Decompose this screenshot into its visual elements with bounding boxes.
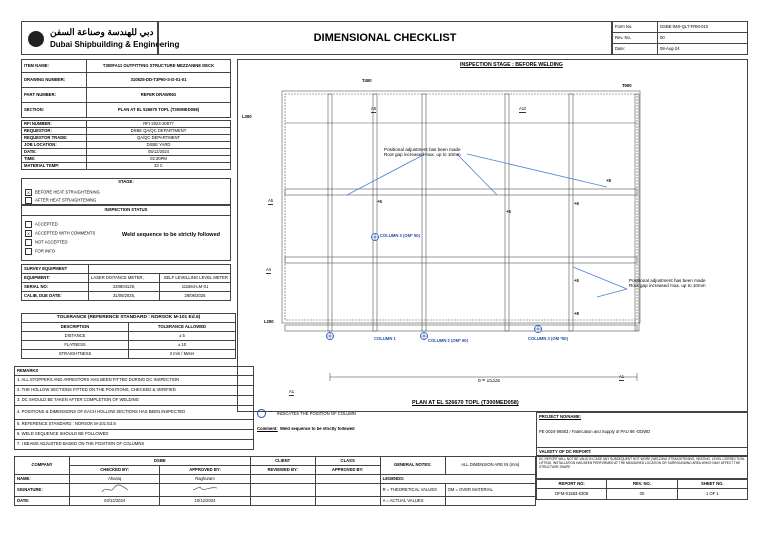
status-option[interactable] bbox=[25, 239, 68, 246]
detail-label: TIME: bbox=[22, 156, 87, 163]
legend-a: A = ACTUAL VALUES bbox=[380, 497, 445, 506]
survey-value: 28/06/2025 bbox=[160, 292, 231, 301]
signoff-class-label: CLASS bbox=[315, 457, 380, 466]
rev-value: 00 bbox=[607, 489, 677, 500]
header-logo-cell bbox=[21, 21, 180, 55]
rev-no-value: 00 bbox=[658, 33, 748, 44]
checkbox[interactable] bbox=[25, 248, 32, 255]
detail-value: 05/12/2024 bbox=[87, 149, 231, 156]
section-mark: A10 bbox=[519, 107, 527, 111]
legend-a: R = THEORETICAL VALUES bbox=[380, 484, 445, 497]
company-logo bbox=[28, 31, 44, 47]
checked-signature bbox=[70, 484, 160, 497]
project-title: PROJECT NO/NAME: bbox=[539, 415, 582, 419]
detail-value: DSBE YARD bbox=[87, 142, 231, 149]
structural-plan-drawing bbox=[237, 59, 748, 412]
tolerance-description: DISTANCE bbox=[22, 332, 129, 341]
legend-b bbox=[445, 497, 535, 506]
remarks-table bbox=[14, 366, 254, 450]
plus-mark: +6 bbox=[574, 202, 579, 206]
part-number-value: REFER DRAWING bbox=[87, 88, 231, 103]
stage-option[interactable] bbox=[25, 189, 100, 196]
item-name-value: T300FA11 OUTFITTING STRUCTURE MEZZANINE DECK bbox=[87, 60, 231, 73]
part-number-label: PART NUMBER: bbox=[22, 88, 87, 103]
tolerance-allowed: ± 5 bbox=[129, 332, 236, 341]
adjustment-note: Positional adjustment has been made Root gap increased max. up to 10mm bbox=[384, 147, 461, 158]
section-label: SECTION: bbox=[22, 103, 87, 118]
detail-value: QA/QC DEPARTMENT bbox=[87, 135, 231, 142]
stage-option-label: AFTER HEAT STRAIGHTENING bbox=[35, 197, 97, 203]
overall-dimension: 8 = 15330 bbox=[478, 379, 501, 384]
rev-no-label: Rev. No. bbox=[613, 33, 658, 44]
detail-value: 02:30PM bbox=[87, 156, 231, 163]
tolerance-col-description: DESCRIPTION bbox=[22, 323, 129, 332]
column-label: COLUMN 1 bbox=[374, 337, 396, 341]
survey-label: SERIAL NO: bbox=[22, 283, 89, 292]
survey-label: EQUIPMENT: bbox=[22, 274, 89, 283]
checkbox[interactable]: X bbox=[25, 230, 32, 237]
validity-text: DC REPORT WILL NOT BE VALID IN CASE ANY SUBSEQUENT HOT WORK (WELDING STRAIGHTENING, HEATING, LEVEL CORRECTION, LIFTING, INSTALLATION HAS BEEN PERFORMED AT THE MEASURED LOCATION OR SURROUNDING AREA WHICH MAY AFFECT THE STRUCTURE SHAPE bbox=[539, 457, 745, 469]
section-mark: A5 bbox=[268, 199, 274, 203]
stage-option[interactable] bbox=[25, 197, 96, 204]
stage-title: STAGE: bbox=[118, 180, 134, 184]
date-label: Date: bbox=[613, 44, 658, 55]
item-table bbox=[21, 59, 231, 118]
signature-scribble bbox=[190, 484, 220, 494]
form-no-label: Form No. bbox=[613, 22, 658, 33]
adjustment-note-right: Positional adjustment has been made Root gap increased max. up to 10mm bbox=[629, 278, 706, 289]
status-option[interactable] bbox=[25, 221, 58, 228]
survey-title: SURVEY EQUIPMENT bbox=[22, 265, 89, 274]
title-cell bbox=[158, 21, 612, 55]
signoff-client-label: CLIENT bbox=[250, 457, 315, 466]
status-option[interactable] bbox=[25, 230, 95, 237]
signoff-table bbox=[14, 456, 536, 506]
inspection-comment: Weld sequence to be strictly followed bbox=[122, 232, 221, 238]
section-mark: A4 bbox=[266, 268, 272, 272]
remark-item: 7. I BEAMS ADJUSTED BASED ON THE POSITION OF COLUMNS bbox=[15, 440, 254, 450]
signature-scribble bbox=[100, 484, 130, 494]
checked-name: Ahaniq bbox=[70, 475, 160, 484]
class-approved-by-label: APPROVED BY: bbox=[315, 466, 380, 475]
legends-label: LEGENDS: bbox=[380, 475, 535, 484]
detail-label: REQUESTOR TRADE: bbox=[22, 135, 87, 142]
section-mark: A1 bbox=[619, 375, 625, 379]
rev-label: REV. NO. bbox=[607, 480, 677, 489]
tolerance-allowed: ± 10 bbox=[129, 341, 236, 350]
survey-table bbox=[21, 264, 231, 301]
signature-label: SIGNATURE: bbox=[15, 484, 70, 497]
report-no-value: DFM-01563-0308 bbox=[537, 489, 607, 500]
plus-mark: +5 bbox=[574, 279, 579, 283]
validity-title: VALIDITY OF DC REPORT: bbox=[539, 450, 592, 454]
remark-item: 5. REFERENCE STANDARD : NORSOK M-101 Ed.5 bbox=[15, 420, 254, 430]
sheet-value: 1 OF 1 bbox=[677, 489, 747, 500]
checkbox[interactable]: X bbox=[25, 189, 32, 196]
checked-date: 04/12/2024 bbox=[70, 497, 160, 506]
remark-item: 4. POSITIONS & DIMENSIONS OF EACH HOLLOW SECTIONS HAS BEEN INSPECTED bbox=[15, 406, 254, 420]
detail-value: DSBE QA/QC DEPARTMENT bbox=[87, 128, 231, 135]
general-notes-value: ALL DIMENSION ARE IN (mm) bbox=[445, 457, 535, 475]
survey-value: SELF LEVELLING LEVEL METER bbox=[160, 274, 231, 283]
detail-label: DATE: bbox=[22, 149, 87, 156]
details-table bbox=[21, 120, 231, 170]
plus-mark: +8 bbox=[574, 312, 579, 316]
plan-title: PLAN AT EL 526670 TOPL (T300MED058) bbox=[412, 400, 519, 406]
reviewed-by-label: REVIEWED BY: bbox=[250, 466, 315, 475]
date-row-label: DATE: bbox=[15, 497, 70, 506]
report-table bbox=[536, 479, 748, 500]
detail-label: REQUESTOR: bbox=[22, 128, 87, 135]
remark-item: 6. WELD SEQUENCE SHOULD BE FOLLOWED bbox=[15, 430, 254, 440]
detail-label: JOB LOCATION: bbox=[22, 142, 87, 149]
tolerance-allowed: 3 mm / Meter bbox=[129, 350, 236, 359]
survey-value: 220804129, bbox=[89, 283, 160, 292]
inspection-status-section bbox=[21, 205, 231, 261]
grid-label: L300 bbox=[242, 115, 252, 119]
signoff-company-label: COMPANY bbox=[15, 457, 70, 475]
remark-item: 2. THE HOLLOW SECTIONS FITTED ON THE POSITIONS, CHECKED & VERIFIED bbox=[15, 386, 254, 396]
status-option-label: ACCEPTED WITH COMMENTS bbox=[35, 230, 96, 236]
tolerance-description: FLATNESS bbox=[22, 341, 129, 350]
form-info-table bbox=[612, 21, 748, 55]
comment-text: Weld sequence to be strictly followed bbox=[280, 427, 355, 431]
section-mark: A1 bbox=[289, 390, 295, 394]
item-name-label: ITEM NAME: bbox=[22, 60, 87, 73]
legend-text: INDICATES THE POSITION OF COLUMN bbox=[277, 412, 356, 416]
grid-label: T500 bbox=[622, 84, 632, 88]
inspection-stage-title: INSPECTION STAGE : BEFORE WELDING bbox=[460, 62, 563, 68]
tolerance-title: TOLERANCE (REFERENCE STANDARD : NORSOK M-101 Ed.5) bbox=[22, 314, 236, 323]
section-value: PLAN AT EL 526670 TOPL (T300MED058) bbox=[87, 103, 231, 118]
remark-item: 3. DC SHOULD BE TAKEN AFTER COMPLETION OF WELDING bbox=[15, 396, 254, 406]
report-no-label: REPORT NO: bbox=[537, 480, 607, 489]
company-name-arabic: دبي للهندسة وصناعة السفن bbox=[50, 27, 154, 37]
column-label: COLUMN 3 (OM *50) bbox=[528, 337, 569, 341]
tolerance-col-allowed: TOLERANCE ALLOWED bbox=[129, 323, 236, 332]
column-label: COLUMN 2 (OM* 50) bbox=[428, 339, 469, 343]
sheet-label: SHEET NO. bbox=[677, 480, 747, 489]
drawing-number-label: DRAWING NUMBER: bbox=[22, 73, 87, 88]
comment-label: Comment: bbox=[257, 427, 278, 431]
company-name-english: Dubai Shipbuilding & Engineering bbox=[50, 40, 180, 49]
survey-value: 111664-LM-01 bbox=[160, 283, 231, 292]
form-no-value: DSBE-IMS-QLT-FRM-010 bbox=[658, 22, 748, 33]
project-box bbox=[536, 412, 748, 456]
general-notes-label: GENERAL NOTES: bbox=[380, 457, 445, 475]
grid-label: T400 bbox=[362, 79, 372, 83]
stage-option-label: BEFORE HEAT STRAIGHTENING bbox=[35, 189, 100, 195]
inspection-status-title: INSPECTION STATUS bbox=[104, 208, 148, 212]
checkbox[interactable] bbox=[25, 239, 32, 246]
validity-text-box bbox=[536, 456, 748, 479]
name-label: NAME: bbox=[15, 475, 70, 484]
approved-name: Raghuram bbox=[160, 475, 250, 484]
status-option[interactable] bbox=[25, 248, 55, 255]
plus-mark: +5 bbox=[377, 200, 382, 204]
survey-value: 31/05/2025, bbox=[89, 292, 160, 301]
plus-mark: +5 bbox=[506, 210, 511, 214]
tolerance-table bbox=[21, 313, 236, 359]
signoff-dsbe-label: DSBE bbox=[70, 457, 251, 466]
approved-by-label: APPROVED BY: bbox=[160, 466, 250, 475]
survey-label: CALIB. DUE DATE: bbox=[22, 292, 89, 301]
checkbox[interactable] bbox=[25, 197, 32, 204]
column-position-icon bbox=[257, 409, 266, 418]
detail-value: 33 C bbox=[87, 163, 231, 170]
grid-label: L200 bbox=[264, 320, 274, 324]
survey-value: LASER DISTANCE METER, bbox=[89, 274, 160, 283]
plus-mark: +8 bbox=[606, 179, 611, 183]
status-option-label: FOR INFO bbox=[35, 248, 56, 254]
checked-by-label: CHECKED BY: bbox=[70, 466, 160, 475]
detail-value: RFI-2024-30877 bbox=[87, 121, 231, 128]
section-mark: A5 bbox=[371, 107, 377, 111]
legend-b: OM = OVER MATERIAL bbox=[445, 484, 535, 497]
status-option-label: ACCEPTED bbox=[35, 221, 58, 227]
project-value: PE-2024-06563 / Fabrication and Supply of PAU 86 -DDWD bbox=[539, 430, 651, 434]
stage-section bbox=[21, 178, 231, 205]
remark-item: 1. ALL STOPPERS AND ARRESTORS HAS BEEN FITTED DURING DC INSPECTION bbox=[15, 376, 254, 386]
column-label: COLUMN 3 (OM* 50) bbox=[380, 234, 421, 238]
date-value: 08-Aug-24 bbox=[658, 44, 748, 55]
tolerance-description: STRAIGHTNESS bbox=[22, 350, 129, 359]
remarks-title: REMARKS bbox=[15, 367, 254, 376]
page-title: DIMENSIONAL CHECKLIST bbox=[313, 32, 457, 44]
approved-signature bbox=[160, 484, 250, 497]
approved-date: 10/12/2024 bbox=[160, 497, 250, 506]
detail-label: MATERIAL TEMP: bbox=[22, 163, 87, 170]
detail-label: RFI NUMBER: bbox=[22, 121, 87, 128]
drawing-number-value: 310825-DD-T3P60-S-D-01-01 bbox=[87, 73, 231, 88]
checkbox[interactable] bbox=[25, 221, 32, 228]
status-option-label: NOT ACCEPTED bbox=[35, 239, 68, 245]
